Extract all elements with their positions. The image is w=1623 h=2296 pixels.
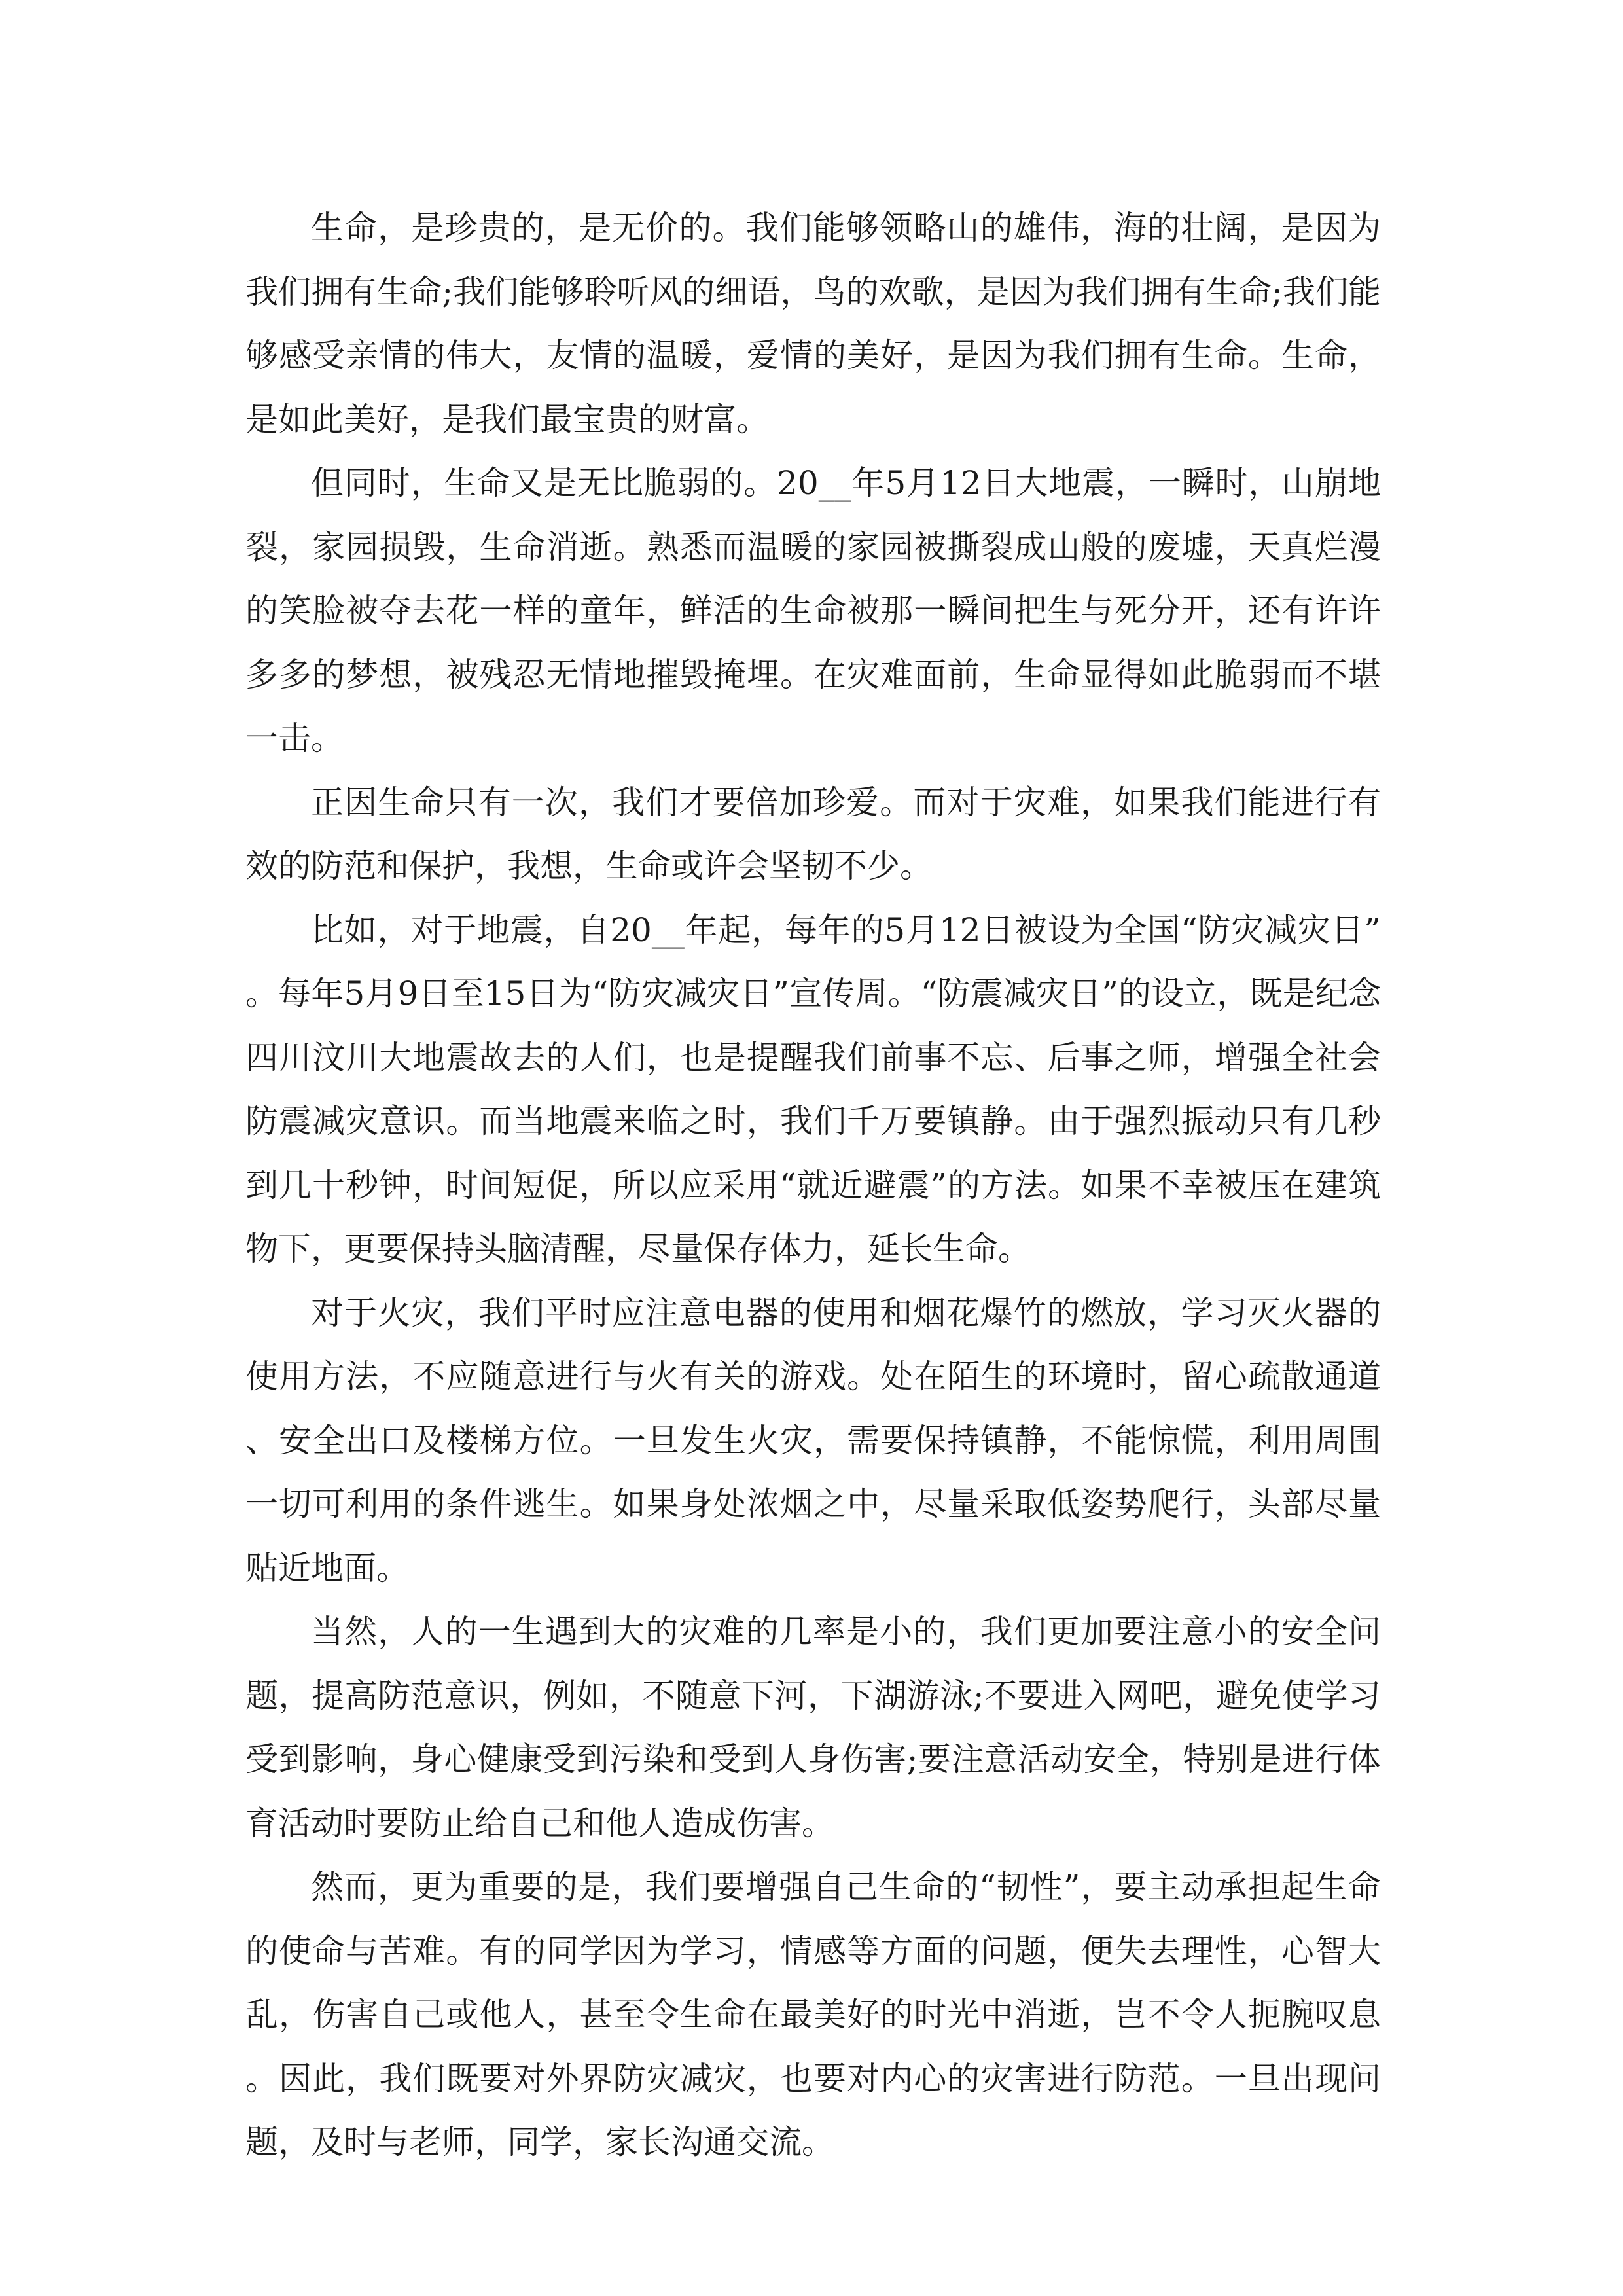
paragraph-3: 正因生命只有一次，我们才要倍加珍爱。而对于灾难，如果我们能进行有效的防范和保护，我想，生命或许会坚韧不少。	[245, 783, 1381, 885]
paragraph-2: 但同时，生命又是无比脆弱的。20__年5月12日大地震，一瞬时，山崩地裂，家园损毁，生命消逝。熟悉而温暖的家园被撕裂成山般的废墟，天真烂漫的笑脸被夺去花一样的童年，鲜活的生命被那一瞬间把生与死分开，还有许许多多的梦想，被残忍无情地摧毁掩埋。在灾难面前，生命显得如此脆弱而不堪一击。	[245, 464, 1381, 757]
paragraph-1: 生命，是珍贵的，是无价的。我们能够领略山的雄伟，海的壮阔，是因为我们拥有生命;我们能够聆听风的细语，鸟的欢歌，是因为我们拥有生命;我们能够感受亲情的伟大，友情的温暖，爱情的美好，是因为我们拥有生命。生命，是如此美好，是我们最宝贵的财富。	[245, 209, 1381, 439]
paragraph-7: 然而，更为重要的是，我们要增强自己生命的“韧性”，要主动承担起生命的使命与苦难。有的同学因为学习，情感等方面的问题，便失去理性，心智大乱，伤害自己或他人，甚至令生命在最美好的时光中消逝，岂不令人扼腕叹息。因此，我们既要对外界防灾减灾，也要对内心的灾害进行防范。一旦出现问题，及时与老师，同学，家长沟通交流。	[245, 1868, 1381, 2161]
paragraph-4: 比如，对于地震，自20__年起，每年的5月12日被设为全国“防灾减灾日”。每年5月9日至15日为“防灾减灾日”宣传周。“防震减灾日”的设立，既是纪念四川汶川大地震故去的人们，也是提醒我们前事不忘、后事之师，增强全社会防震减灾意识。而当地震来临之时，我们千万要镇静。由于强烈振动只有几秒到几十秒钟，时间短促，所以应采用“就近避震”的方法。如果不幸被压在建筑物下，更要保持头脑清醒，尽量保存体力，延长生命。	[245, 910, 1381, 1268]
paragraph-5: 对于火灾，我们平时应注意电器的使用和烟花爆竹的燃放，学习灭火器的使用方法，不应随意进行与火有关的游戏。处在陌生的环境时，留心疏散通道、安全出口及楼梯方位。一旦发生火灾，需要保持镇静，不能惊慌，利用周围一切可利用的条件逃生。如果身处浓烟之中，尽量采取低姿势爬行，头部尽量贴近地面。	[245, 1293, 1381, 1587]
paragraph-6: 当然，人的一生遇到大的灾难的几率是小的，我们更加要注意小的安全问题，提高防范意识，例如，不随意下河，下湖游泳;不要进入网吧，避免使学习受到影响，身心健康受到污染和受到人身伤害;要注意活动安全，特别是进行体育活动时要防止给自己和他人造成伤害。	[245, 1613, 1381, 1842]
document-body	[245, 196, 1381, 2175]
